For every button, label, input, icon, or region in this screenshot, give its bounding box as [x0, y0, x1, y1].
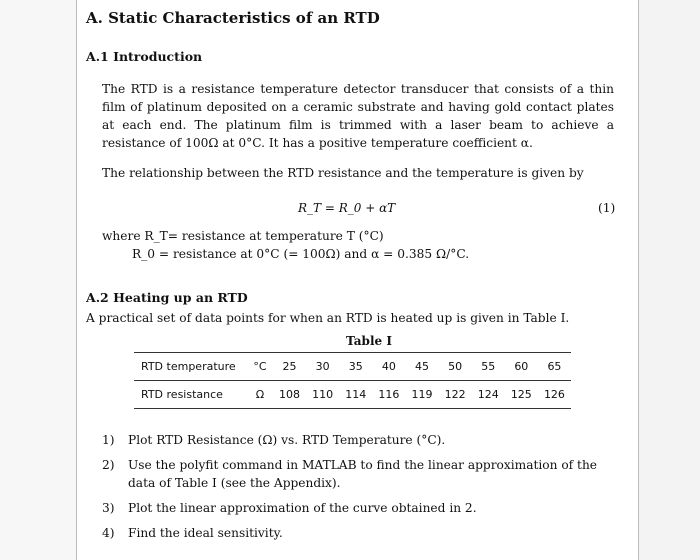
table-cell: 126 [538, 381, 571, 409]
table-cell: 122 [439, 381, 472, 409]
table-cell: 30 [306, 353, 339, 381]
table-cell: 108 [273, 381, 306, 409]
where-line-2: R_0 = resistance at 0°C (= 100Ω) and α = 0.385 Ω/°C. [132, 247, 470, 261]
right-margin [638, 0, 700, 560]
table-cell: 60 [505, 353, 538, 381]
heating-text: A practical set of data points for when an RTD is heated up is given in Table I. [86, 311, 570, 325]
task-text: Plot RTD Resistance (Ω) vs. RTD Temperature (°C). [128, 433, 446, 447]
table-row [134, 353, 571, 381]
task-text: Plot the linear approximation of the curve obtained in 2. [128, 501, 477, 515]
task-number: 3) [102, 501, 115, 515]
task-number: 2) [102, 458, 115, 472]
left-margin [0, 0, 77, 560]
row-unit: °C [247, 353, 273, 381]
table-cell: 119 [405, 381, 438, 409]
table-cell: 114 [339, 381, 372, 409]
table-cell: 50 [439, 353, 472, 381]
task-number: 4) [102, 526, 115, 540]
list-item [102, 524, 622, 542]
relationship-text: The relationship between the RTD resistance and the temperature is given by [102, 166, 584, 180]
table-cell: 116 [372, 381, 405, 409]
table-cell: 35 [339, 353, 372, 381]
list-item [102, 431, 622, 449]
intro-paragraph: The RTD is a resistance temperature detector transducer that consists of a thin film of platinum deposited on a ceramic substrate and having gold contact plates at each end. The platinum film is trimmed with a laser beam to achieve a resistance of 100Ω at 0°C. It has a positive temperature coefficient α. [102, 82, 614, 150]
table-row [134, 381, 571, 409]
equation: R_T = R_0 + αT [298, 201, 396, 215]
table-cell: 25 [273, 353, 306, 381]
section-title: A. Static Characteristics of an RTD [86, 9, 380, 27]
list-item [102, 499, 622, 517]
task-text: Use the polyfit command in MATLAB to find the linear approximation of the data of Table I (see the Appendix). [128, 458, 598, 490]
list-item [102, 456, 622, 492]
table-cell: 40 [372, 353, 405, 381]
intro-heading: A.1 Introduction [86, 49, 203, 64]
table-cell: 124 [472, 381, 505, 409]
task-text: Find the ideal sensitivity. [128, 526, 283, 540]
row-label: RTD resistance [134, 381, 247, 409]
task-number: 1) [102, 433, 115, 447]
data-table [134, 352, 571, 409]
table-cell: 55 [472, 353, 505, 381]
table-caption: Table I [346, 334, 392, 348]
row-label: RTD temperature [134, 353, 247, 381]
row-unit: Ω [247, 381, 273, 409]
table-cell: 45 [405, 353, 438, 381]
table-cell: 65 [538, 353, 571, 381]
task-list [102, 431, 622, 549]
equation-number: (1) [598, 201, 616, 215]
table-cell: 125 [505, 381, 538, 409]
table-cell: 110 [306, 381, 339, 409]
heating-heading: A.2 Heating up an RTD [86, 290, 248, 305]
where-line-1: where R_T= resistance at temperature T (°C) [102, 229, 384, 243]
